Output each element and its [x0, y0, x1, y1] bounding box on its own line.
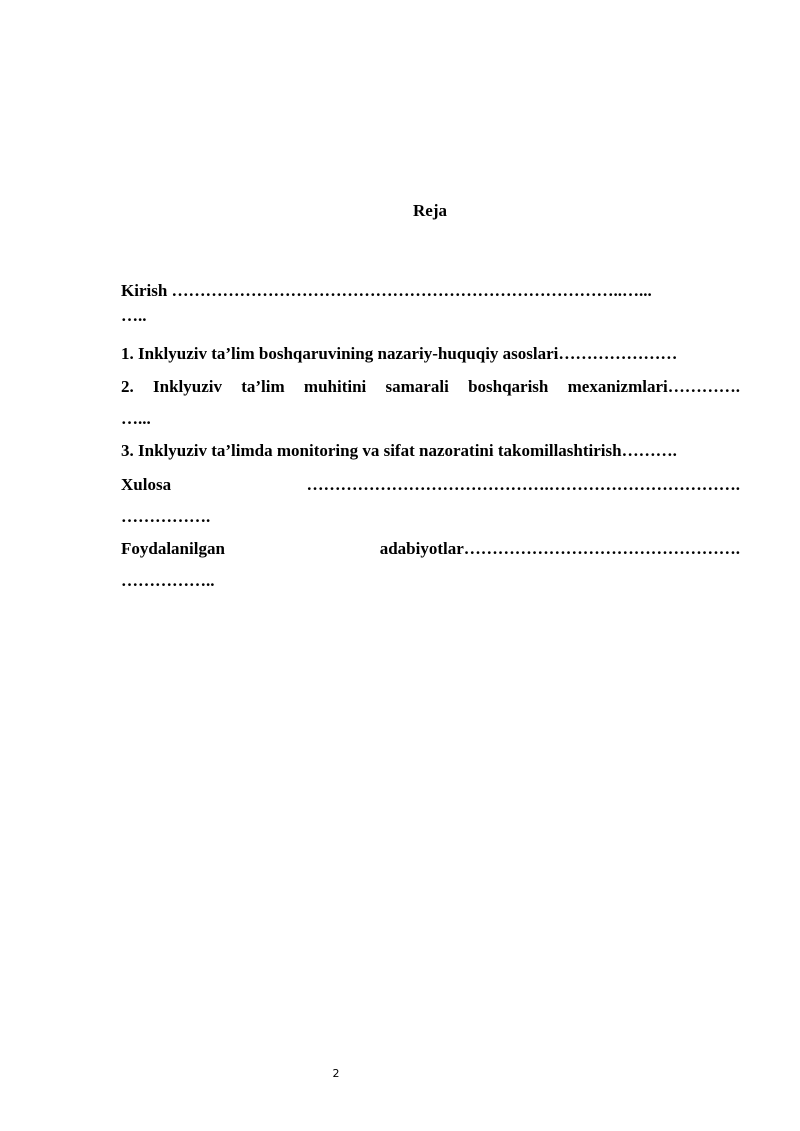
- toc-entry-adabiyotlar-word2: adabiyotlar………………………………………….: [379, 539, 740, 558]
- toc-entry-xulosa-line1: [121, 475, 740, 495]
- page-number: 2: [332, 1067, 340, 1080]
- toc-entry-xulosa-dots: …………………………………….…………………………….: [306, 475, 740, 494]
- toc-entry-2-word: ta’lim: [241, 377, 285, 396]
- toc-entry-xulosa-word: Xulosa: [121, 475, 172, 494]
- toc-entry-2-word: samarali: [385, 377, 449, 396]
- toc-entry-2-word: 2.: [121, 377, 134, 396]
- toc-entry-2-word: boshqarish: [468, 377, 549, 396]
- toc-entry-2-word: mexanizmlari………….: [567, 377, 740, 396]
- toc-entry-adabiyotlar-line1: [121, 539, 740, 559]
- document-title: Reja: [413, 201, 447, 220]
- toc-entry-kirish-line1: Kirish ……………………………………………………………………..…...: [121, 281, 652, 300]
- toc-entry-2-word: Inklyuziv: [153, 377, 222, 396]
- toc-entry-1: 1. Inklyuziv ta’lim boshqaruvining nazariy-huquqiy asoslari…………………: [121, 344, 678, 363]
- toc-entry-kirish-line2: …..: [121, 306, 147, 325]
- toc-entry-2-line1: [121, 377, 740, 397]
- toc-entry-2-line2: …...: [121, 409, 151, 428]
- toc-entry-3: 3. Inklyuziv ta’limda monitoring va sifat nazoratini takomillashtirish……….: [121, 441, 677, 460]
- toc-entry-xulosa-line2: …………….: [121, 507, 211, 526]
- toc-entry-adabiyotlar-line2: ……………..: [121, 571, 215, 590]
- toc-entry-2-word: muhitini: [303, 377, 367, 396]
- toc-entry-adabiyotlar-word1: Foydalanilgan: [121, 539, 225, 558]
